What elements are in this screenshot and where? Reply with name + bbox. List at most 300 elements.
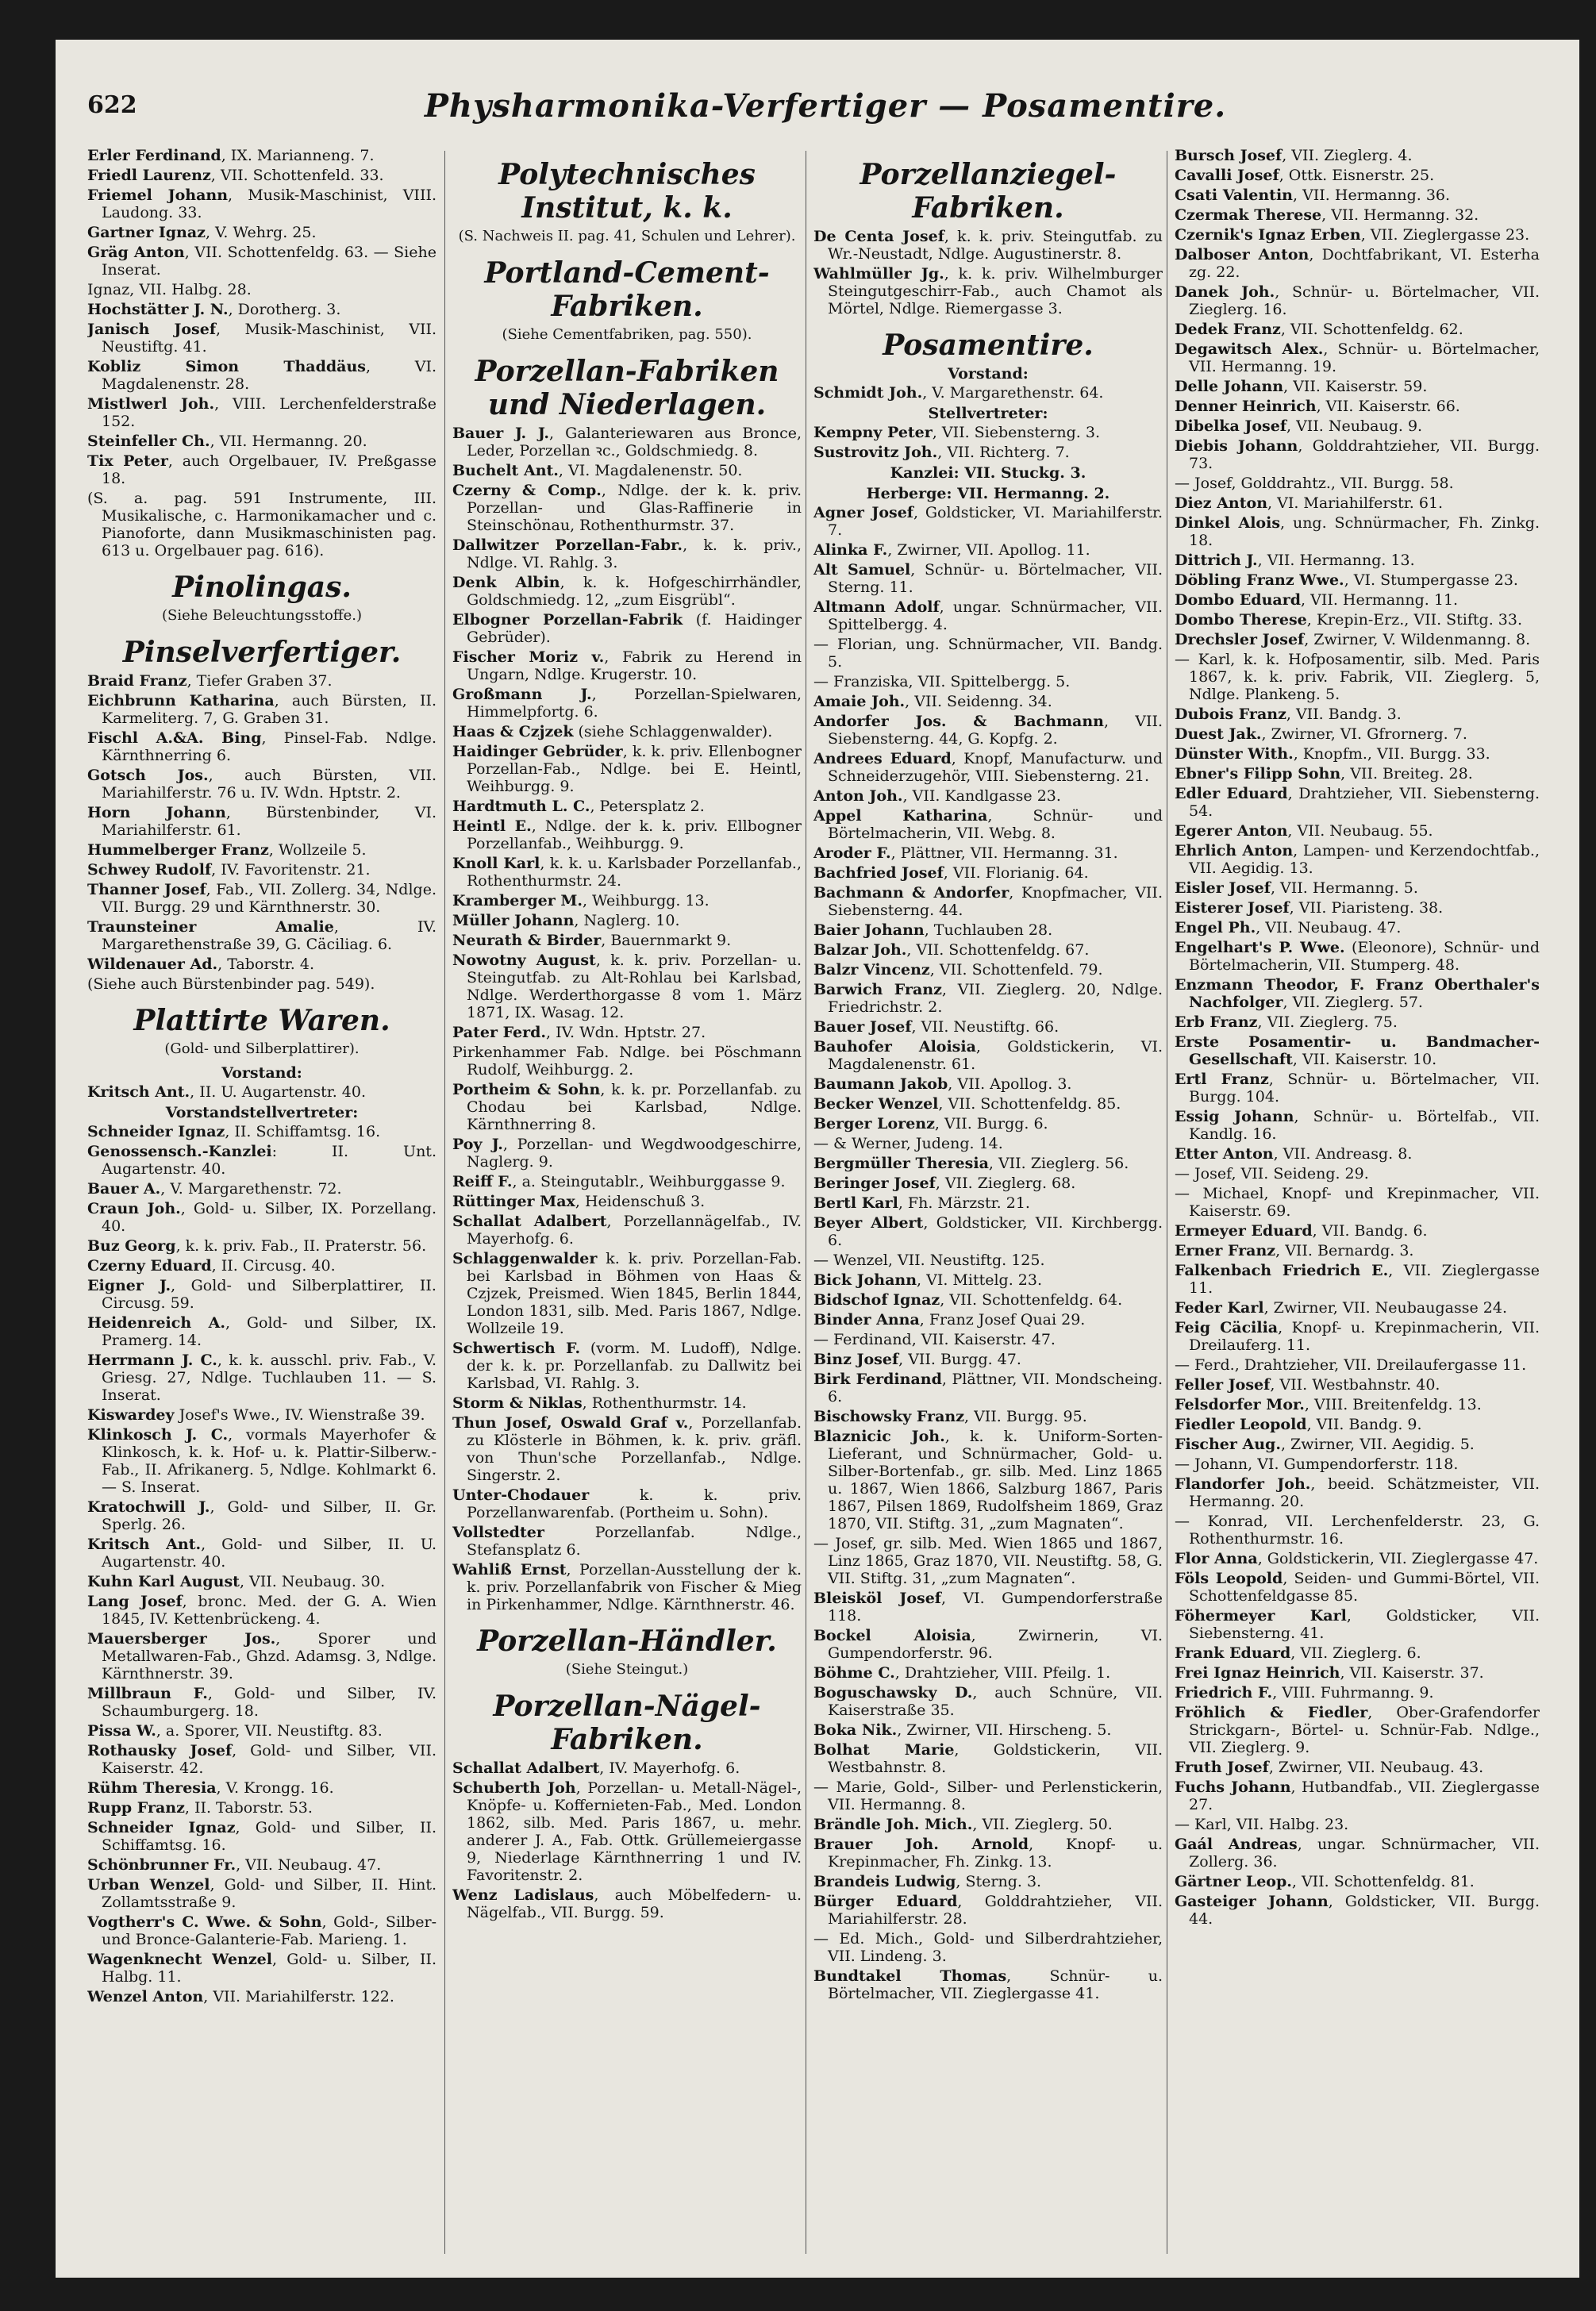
directory-entry <box>1175 879 1540 897</box>
entry-details: , V. Margarethenstr. 64. <box>922 384 1104 402</box>
directory-entry <box>87 672 436 690</box>
directory-entry <box>87 804 436 839</box>
entry-details: , Goldsticker, VI. Mariahilferstr. 7. <box>828 504 1163 539</box>
directory-entry <box>87 1352 436 1404</box>
entry-name: Edler Eduard <box>1175 785 1288 802</box>
subheading: Kanzlei: VII. Stuckg. 3. <box>890 464 1086 482</box>
entry-details: , VIII. Breitenfeldg. 13. <box>1304 1396 1482 1413</box>
directory-entry <box>813 1175 1163 1192</box>
directory-entry <box>1175 899 1540 917</box>
entry-name: Bolhat Marie <box>813 1741 955 1759</box>
directory-entry <box>1175 514 1540 549</box>
entry-details: , II. Taborstr. 53. <box>184 1799 313 1817</box>
entry-name: Pissa W. <box>87 1722 156 1740</box>
directory-entry <box>813 1741 1163 1776</box>
directory-entry <box>1175 1570 1540 1605</box>
directory-entry <box>1175 1778 1540 1813</box>
entry-details: — Florian, ung. Schnürmacher, VII. Bandg. 5. <box>813 636 1163 671</box>
entry-details: (siehe Schlaggenwalder). <box>573 723 773 740</box>
directory-entry <box>813 636 1163 671</box>
entry-name: Friedl Laurenz <box>87 167 211 184</box>
section-heading: Porzellan-Nägel-Fabriken. <box>493 1690 761 1756</box>
entry-details: , Wollzeile 5. <box>268 841 367 859</box>
entry-name: Kobliz Simon Thaddäus <box>87 358 366 375</box>
directory-entry <box>813 1351 1163 1368</box>
entry-name: Schallat Adalbert <box>452 1213 607 1230</box>
entry-details: Porzellanfab. Ndlge., Stefansplatz 6. <box>467 1524 802 1559</box>
entry-name: Frank Eduard <box>1175 1644 1291 1662</box>
directory-entry <box>813 1627 1163 1662</box>
entry-name: Wahliß Ernst <box>452 1561 567 1578</box>
entry-details: , Naglerg. 10. <box>574 912 680 929</box>
directory-entry <box>1175 475 1540 492</box>
entry-details: , k. k. priv., Ndlge. VI. Rahlg. 3. <box>467 536 802 571</box>
directory-entry <box>87 1498 436 1533</box>
entry-details: , II. Circusg. 40. <box>211 1257 336 1275</box>
directory-entry <box>87 301 436 318</box>
entry-details: , VI. Gumpendorferstraße 118. <box>828 1590 1163 1625</box>
entry-name: Kuhn Karl August <box>87 1573 240 1590</box>
entry-details: , Zwirner, VII. Neubaugasse 24. <box>1263 1299 1507 1317</box>
entry-name: Wahlmüller Jg. <box>813 265 944 283</box>
entry-name: Dibelka Josef <box>1175 417 1286 435</box>
entry-details: , IV. Favoritenstr. 21. <box>211 861 371 879</box>
entry-name: Dedek Franz <box>1175 321 1281 338</box>
entry-name: Boguschawsky D. <box>813 1684 973 1702</box>
entry-name: Hardtmuth L. C. <box>452 798 590 815</box>
directory-entry <box>1175 1436 1540 1453</box>
entry-details: , ungar. Schnürmacher, VII. Zollerg. 36. <box>1189 1836 1540 1871</box>
entry-details: , II. Schiffamtsg. 16. <box>225 1123 381 1140</box>
entry-name: Flandorfer Joh. <box>1175 1475 1311 1493</box>
entry-details: , VII. Kaiserstr. 66. <box>1316 398 1460 415</box>
entry-name: Bertl Karl <box>813 1194 898 1212</box>
entry-details: , Krepin-Erz., VII. Stiftg. 33. <box>1306 611 1523 629</box>
entry-details: , auch Möbelfedern- u. Nägelfab., VII. Burgg. 59. <box>467 1886 802 1921</box>
entry-name: Neurath & Birder <box>452 932 602 949</box>
directory-entry <box>87 281 436 298</box>
entry-details: , Golddrahtzieher, VII. Mariahilferstr. 28. <box>828 1893 1163 1928</box>
directory-entry <box>813 1684 1163 1719</box>
entry-details: , VII. Kaiserstr. 59. <box>1283 378 1428 395</box>
entry-details: , Gold- und Silberplattirer, II. Circusg. 59. <box>102 1277 436 1312</box>
directory-entry <box>452 932 802 949</box>
directory-entry <box>452 425 802 460</box>
entry-details: , VI. Stumpergasse 23. <box>1344 571 1518 589</box>
directory-entry <box>87 244 436 279</box>
directory-entry <box>87 918 436 953</box>
entry-details: , VII. Florianig. 64. <box>943 864 1089 882</box>
entry-name: Müller Johann <box>452 912 575 929</box>
directory-entry <box>87 1988 436 2005</box>
entry-name: Amaie Joh. <box>813 693 906 710</box>
directory-entry <box>452 1193 802 1210</box>
entry-details: , V. Margarethenstr. 72. <box>160 1180 342 1198</box>
entry-name: Denk Albin <box>452 574 560 591</box>
directory-entry <box>87 1799 436 1817</box>
entry-name: Fröhlich & Fiedler <box>1175 1704 1368 1721</box>
directory-entry <box>87 956 436 973</box>
directory-entry <box>87 452 436 487</box>
entry-name: Genossensch.-Kanzlei <box>87 1143 272 1160</box>
directory-entry <box>87 1876 436 1911</box>
entry-name: Frei Ignaz Heinrich <box>1175 1664 1340 1682</box>
entry-name: Feig Cäcilia <box>1175 1319 1279 1336</box>
entry-name: Großmann J. <box>452 686 592 703</box>
entry-name: Dombo Therese <box>1175 611 1307 629</box>
directory-entry <box>87 729 436 764</box>
entry-name: Mistlwerl Joh. <box>87 395 215 413</box>
entry-details: , Ndlge. der k. k. priv. Porzellan- und Glas-Raffinerie in Steinschönau, Rothenthurmstr. 37. <box>467 482 802 534</box>
directory-entry <box>452 1886 802 1921</box>
entry-name: Thun Josef, Oswald Graf v. <box>452 1414 689 1432</box>
directory-entry <box>1175 246 1540 281</box>
directory-entry <box>1175 437 1540 472</box>
directory-entry <box>813 1816 1163 1833</box>
directory-entry <box>813 1018 1163 1036</box>
directory-entry <box>813 693 1163 710</box>
entry-name: Bauer A. <box>87 1180 161 1198</box>
entry-name: Storm & Niklas <box>452 1394 583 1412</box>
directory-entry <box>813 981 1163 1016</box>
entry-name: Wenz Ladislaus <box>452 1886 594 1904</box>
entry-details: , Schnür- u. Börtelmacher, VII. Hermanng. 19. <box>1189 340 1540 375</box>
entry-details: k. k. priv. Porzellan-Fab. bei Karlsbad in Böhmen von Haas & Czjzek, Preismed. Wien 1845, Berlin 1844, London 1831, silb. Med. Paris 1867, Ndlge. Wollzeile 19. <box>467 1250 802 1337</box>
entry-details: , Goldstickerin, VII. Zieglergasse 47. <box>1257 1550 1539 1567</box>
directory-entry <box>452 1081 802 1133</box>
entry-details: — Ferdinand, VII. Kaiserstr. 47. <box>813 1331 1056 1348</box>
entry-details: , Dochtfabrikant, VI. Esterha zg. 22. <box>1189 246 1540 281</box>
directory-entry <box>813 1311 1163 1329</box>
entry-details: : II. Unt. Augartenstr. 40. <box>102 1143 436 1178</box>
entry-name: Erler Ferdinand <box>87 147 221 164</box>
directory-entry <box>813 884 1163 919</box>
entry-details: , Zwirner, VII. Hirscheng. 5. <box>897 1721 1112 1739</box>
entry-details: — Josef, VII. Seideng. 29. <box>1175 1165 1369 1182</box>
entry-name: Diebis Johann <box>1175 437 1298 455</box>
directory-entry <box>452 1394 802 1412</box>
entry-name: Fischl A.&A. Bing <box>87 729 262 747</box>
entry-name: Kiswardey <box>87 1406 175 1424</box>
entry-name: Gärtner Leop. <box>1175 1873 1292 1890</box>
entry-name: Binz Josef <box>813 1351 899 1368</box>
entry-details: — Franziska, VII. Spittelbergg. 5. <box>813 673 1071 690</box>
directory-entry <box>1175 1319 1540 1354</box>
entry-name: Rupp Franz <box>87 1799 185 1817</box>
entry-name: Wagenknecht Wenzel <box>87 1951 272 1968</box>
entry-name: Erste Posamentir- u. Bandmacher-Gesellschaft <box>1175 1033 1540 1068</box>
entry-name: Kempny Peter <box>813 424 933 441</box>
directory-entry <box>87 1593 436 1628</box>
entry-details: — Ferd., Drahtzieher, VII. Dreilaufergasse 11. <box>1175 1356 1527 1374</box>
entry-details: , Galanteriewaren aus Bronce, Leder, Porzellan ꝛc., Goldschmiedg. 8. <box>467 425 802 460</box>
entry-details: , IV. Wdn. Hptstr. 27. <box>546 1024 706 1041</box>
entry-details: , VII. Zieglergasse 23. <box>1360 226 1530 244</box>
entry-name: Dittrich J. <box>1175 552 1258 569</box>
directory-entry <box>452 1213 802 1248</box>
entry-name: Bauhofer Aloisia <box>813 1038 976 1056</box>
directory-entry <box>813 713 1163 748</box>
directory-entry <box>1175 1644 1540 1662</box>
entry-name: Vogtherr's C. Wwe. & Sohn <box>87 1913 322 1931</box>
entry-name: Altmann Adolf <box>813 598 940 616</box>
directory-entry <box>813 1778 1163 1813</box>
directory-entry <box>87 1257 436 1275</box>
directory-entry <box>452 743 802 795</box>
entry-name: Bauer Josef <box>813 1018 912 1036</box>
entry-details: , VII. Westbahnstr. 40. <box>1270 1376 1440 1394</box>
entry-name: Wenzel Anton <box>87 1988 204 2005</box>
entry-details: , Zwirner, VII. Aegidig. 5. <box>1280 1436 1475 1453</box>
entry-name: Herrmann J. C. <box>87 1352 217 1369</box>
entry-details: , k. k. pr. Porzellanfab. zu Chodau bei Karlsbad, Ndlge. Kärnthnerring 8. <box>467 1081 802 1133</box>
entry-details: — & Werner, Judeng. 14. <box>813 1135 1003 1152</box>
page-number: 622 <box>87 91 137 119</box>
entry-details: , Goldsticker, VII. Burgg. 44. <box>1189 1893 1540 1928</box>
directory-entry <box>813 844 1163 862</box>
directory-entry <box>87 433 436 450</box>
entry-name: Binder Anna <box>813 1311 920 1329</box>
entry-details: , Schnür- u. Börtelmacher, VII. Zieglergasse 41. <box>828 1967 1163 2002</box>
entry-name: Bergmüller Theresia <box>813 1155 989 1172</box>
directory-entry <box>1175 1145 1540 1163</box>
entry-name: Anton Joh. <box>813 787 903 805</box>
entry-name: Traunsteiner Amalie <box>87 918 334 936</box>
entry-name: Becker Wenzel <box>813 1095 939 1113</box>
entry-details: — Marie, Gold-, Silber- und Perlenstickerin, VII. Hermanng. 8. <box>813 1778 1163 1813</box>
directory-entry <box>1175 611 1540 629</box>
entry-name: Rüttinger Max <box>452 1193 575 1210</box>
entry-name: Buz Georg <box>87 1237 176 1255</box>
entry-name: Pater Ferd. <box>452 1024 547 1041</box>
entry-details: , VII. Schottenfeldg. 62. <box>1280 321 1463 338</box>
directory-entry <box>452 1340 802 1392</box>
directory-entry <box>813 921 1163 939</box>
directory-entry <box>1175 1262 1540 1297</box>
entry-details: , IV. Mayerhofg. 6. <box>599 1759 740 1777</box>
directory-entry <box>87 490 436 559</box>
entry-details: , auch Schnüre, VII. Kaiserstraße 35. <box>828 1684 1163 1719</box>
entry-details: — Michael, Knopf- und Krepinmacher, VII. Kaiserstr. 69. <box>1175 1185 1540 1220</box>
entry-name: Sustrovitz Joh. <box>813 444 938 461</box>
directory-entry <box>813 561 1163 596</box>
entry-name: Hummelberger Franz <box>87 841 269 859</box>
entry-name: Brandeis Ludwig <box>813 1873 956 1890</box>
entry-name: Horn Johann <box>87 804 226 821</box>
directory-entry <box>87 1180 436 1198</box>
entry-details: , VII. Mariahilferstr. 122. <box>203 1988 394 2005</box>
entry-name: Schallat Adalbert <box>452 1759 600 1777</box>
entry-name: Fischer Aug. <box>1175 1436 1281 1453</box>
directory-entry <box>1175 398 1540 415</box>
entry-name: Aroder F. <box>813 844 891 862</box>
entry-details: , V. Krongg. 16. <box>216 1779 334 1797</box>
entry-name: Eisterer Josef <box>1175 899 1290 917</box>
entry-name: Brändle Joh. Mich. <box>813 1816 973 1833</box>
page-header <box>87 83 1563 131</box>
directory-entry <box>87 692 436 727</box>
directory-entry <box>1175 706 1540 723</box>
entry-details: , Zwirner, VII. Apollog. 11. <box>887 541 1090 559</box>
entry-details: , Porzellan- u. Metall-Nägel-, Knöpfe- u. Koffernieten-Fab., Med. London 1862, silb. Med. Paris 1867, u. mehr. anderer J. A., Fab. Ottk. Grüllemeiergasse 9, Niederlage Kärnthnerring 1 und IV. Favoritenstr. 2. <box>467 1779 802 1884</box>
directory-entry <box>1175 1299 1540 1317</box>
entry-details: , Sporer und Metallwaren-Fab., Ghzd. Adamsg. 3, Ndlge. Kärnthnerstr. 39. <box>102 1630 436 1682</box>
entry-details: , Petersplatz 2. <box>590 798 705 815</box>
directory-entry <box>1175 842 1540 877</box>
directory-entry <box>813 1535 1163 1587</box>
entry-details: , Porzellan-Spielwaren, Himmelpfortg. 6. <box>467 686 802 721</box>
entry-name: Bundtakel Thomas <box>813 1967 1007 1985</box>
entry-details: , k. k. priv. Steingutfab. zu Wr.-Neustadt, Ndlge. Augustinerstr. 8. <box>828 228 1163 263</box>
entry-name: Schuberth Joh <box>452 1779 576 1797</box>
directory-entry <box>87 321 436 356</box>
entry-details: Pirkenhammer Fab. Ndlge. bei Pöschmann Rudolf, Weihburgg. 2. <box>452 1044 802 1079</box>
entry-name: Cavalli Josef <box>1175 167 1279 184</box>
entry-name: Bischowsky Franz <box>813 1408 964 1425</box>
entry-details: , VII. Seidenng. 34. <box>905 693 1052 710</box>
entry-details: , VII. Siebensterng. 44, G. Kopfg. 2. <box>828 713 1163 748</box>
entry-details: , VII. Zieglerg. 68. <box>935 1175 1076 1192</box>
entry-details: , VII. Hermanng. 20. <box>210 433 367 450</box>
directory-entry <box>813 1214 1163 1249</box>
entry-details: , Musik-Maschinist, VII. Neustiftg. 41. <box>102 321 436 356</box>
entry-details: — Konrad, VII. Lerchenfelderstr. 23, G. Rothenthurmstr. 16. <box>1175 1513 1540 1548</box>
entry-details: — Wenzel, VII. Neustiftg. 125. <box>813 1252 1045 1269</box>
directory-entry <box>1175 283 1540 318</box>
entry-details: , ungar. Schnürmacher, VII. Spittelbergg. 4. <box>828 598 1163 633</box>
directory-entry <box>1175 552 1540 569</box>
entry-name: Kratochwill J. <box>87 1498 210 1516</box>
entry-name: Dünster With. <box>1175 745 1294 763</box>
directory-entry <box>452 1486 802 1521</box>
entry-name: Essig Johann <box>1175 1108 1294 1125</box>
entry-name: Beringer Josef <box>813 1175 936 1192</box>
directory-entry <box>452 648 802 683</box>
directory-entry <box>452 536 802 571</box>
entry-details: , Plättner, VII. Mondscheing. 6. <box>828 1371 1163 1405</box>
entry-details: , Zwirner, VII. Neubaug. 43. <box>1268 1759 1484 1776</box>
directory-entry <box>1175 745 1540 763</box>
directory-entry <box>813 541 1163 559</box>
entry-details: , VII. Hermanng. 11. <box>1301 591 1459 609</box>
entry-name: Ermeyer Eduard <box>1175 1222 1313 1240</box>
directory-entry <box>87 767 436 802</box>
directory-entry <box>813 1331 1163 1348</box>
entry-details: , beeid. Schätzmeister, VII. Hermanng. 20. <box>1189 1475 1540 1510</box>
section-note: (Siehe Steingut.) <box>565 1661 689 1678</box>
entry-name: Enzmann Theodor, F. Franz Oberthaler's Nachfolger <box>1175 976 1540 1011</box>
directory-entry <box>452 574 802 609</box>
entry-details: (vorm. M. Ludoff), Ndlge. der k. k. pr. Porzellanfab. zu Dallwitz bei Karlsbad, VI. Rahlg. 3. <box>467 1340 802 1392</box>
entry-details: (S. a. pag. 591 Instrumente, III. Musikalische, c. Harmonikamacher und c. Pianoforte, dann Musikmaschinisten pag. 613 u. Orgelbauer pag. 616). <box>87 490 436 559</box>
subheading: Vorstand: <box>221 1064 302 1082</box>
entry-details: , VII. Hermanng. 36. <box>1292 186 1451 204</box>
directory-entry <box>813 1095 1163 1113</box>
directory-entry <box>452 723 802 740</box>
entry-details: , Schnür- und Börtelmacherin, VII. Webg. 8. <box>828 807 1163 842</box>
column-3 <box>813 147 1163 2258</box>
directory-entry <box>1175 1455 1540 1473</box>
directory-entry <box>813 1408 1163 1425</box>
directory-entry <box>87 1314 436 1349</box>
entry-name: Urban Wenzel <box>87 1876 210 1894</box>
section-heading: Porzellan-Händler. <box>477 1625 777 1658</box>
entry-details: , V. Wehrg. 25. <box>205 224 317 241</box>
entry-name: Engel Ph. <box>1175 919 1256 936</box>
directory-entry <box>87 358 436 393</box>
directory-entry <box>87 1200 436 1235</box>
directory-entry <box>813 1721 1163 1739</box>
section-note: (Siehe Cementfabriken, pag. 550). <box>502 326 752 343</box>
entry-name: Beyer Albert <box>813 1214 924 1232</box>
directory-entry <box>87 1779 436 1797</box>
entry-details: (Eleonore), Schnür- und Börtelmacherin, VII. Stumperg. 48. <box>1189 939 1540 974</box>
entry-name: Ehrlich Anton <box>1175 842 1294 859</box>
entry-name: Gaál Andreas <box>1175 1836 1298 1853</box>
entry-name: Dalboser Anton <box>1175 246 1309 263</box>
entry-name: Barwich Franz <box>813 981 942 998</box>
entry-details: (f. Haidinger Gebrüder). <box>467 611 802 646</box>
directory-entry <box>87 1123 436 1140</box>
entry-name: Gartner Ignaz <box>87 224 206 241</box>
entry-details: , Goldstickerin, VII. Westbahnstr. 8. <box>828 1741 1163 1776</box>
subheading: Herberge: VII. Hermanng. 2. <box>866 485 1110 502</box>
entry-details: , Gold-, Silber- und Bronce-Galanterie-Fab. Marieng. 1. <box>102 1913 436 1948</box>
directory-entry <box>1175 939 1540 974</box>
entry-details: , VII. Neubaug. 9. <box>1286 417 1423 435</box>
directory-entry <box>452 1250 802 1337</box>
entry-name: Birk Ferdinand <box>813 1371 942 1388</box>
entry-details: , VII. Neubaug. 55. <box>1287 822 1433 840</box>
section-heading: Pinolingas. <box>172 571 352 604</box>
entry-details: , VII. Schottenfeldg. 63. — Siehe Inserat. <box>102 244 436 279</box>
directory-entry <box>87 186 436 221</box>
directory-entry <box>1175 1108 1540 1143</box>
entry-name: Thanner Josef <box>87 881 206 898</box>
entry-name: Steinfeller Ch. <box>87 433 210 450</box>
entry-name: Ebner's Filipp Sohn <box>1175 765 1341 783</box>
directory-entry <box>87 1573 436 1590</box>
entry-name: Kramberger M. <box>452 892 583 909</box>
entry-details: , VII. Apollog. 3. <box>948 1075 1072 1093</box>
entry-details: , k. k. priv. Porzellan- u. Steingutfab. zu Alt-Rohlau bei Karlsbad, Ndlge. Werderthorgasse 8 vom 1. März 1871, IX. Wasag. 12. <box>467 952 802 1021</box>
directory-entry <box>1175 1836 1540 1871</box>
directory-entry <box>813 1115 1163 1132</box>
directory-entry <box>813 424 1163 441</box>
directory-entry <box>813 265 1163 317</box>
entry-name: Egerer Anton <box>1175 822 1288 840</box>
entry-details: , VI. Magdalenenstr. 50. <box>558 462 743 479</box>
entry-name: Elbogner Porzellan-Fabrik <box>452 611 683 629</box>
entry-name: Andorfer Jos. & Bachmann <box>813 713 1104 730</box>
entry-details: , Musik-Maschinist, VIII. Laudong. 33. <box>102 186 436 221</box>
entry-name: Schlaggenwalder <box>452 1250 598 1267</box>
directory-entry <box>452 482 802 534</box>
entry-name: Mauersberger Jos. <box>87 1630 276 1648</box>
entry-details: k. k. priv. Porzellanwarenfab. (Portheim u. Sohn). <box>467 1486 802 1521</box>
column-4 <box>1175 147 1540 2258</box>
entry-name: Eigner J. <box>87 1277 171 1294</box>
directory-entry <box>1175 1396 1540 1413</box>
entry-name: Föls Leopold <box>1175 1570 1283 1587</box>
directory-entry <box>87 1406 436 1424</box>
entry-name: Fuchs Johann <box>1175 1778 1291 1796</box>
directory-entry <box>1175 1165 1540 1182</box>
entry-details: , Gold- und Silber, II. Hint. Zollamtsstraße 9. <box>102 1876 436 1911</box>
directory-entry <box>813 1252 1163 1269</box>
entry-details: , VII. Schottenfeldg. 64. <box>940 1291 1123 1309</box>
section-heading: Portland-Cement-Fabriken. <box>484 256 770 323</box>
